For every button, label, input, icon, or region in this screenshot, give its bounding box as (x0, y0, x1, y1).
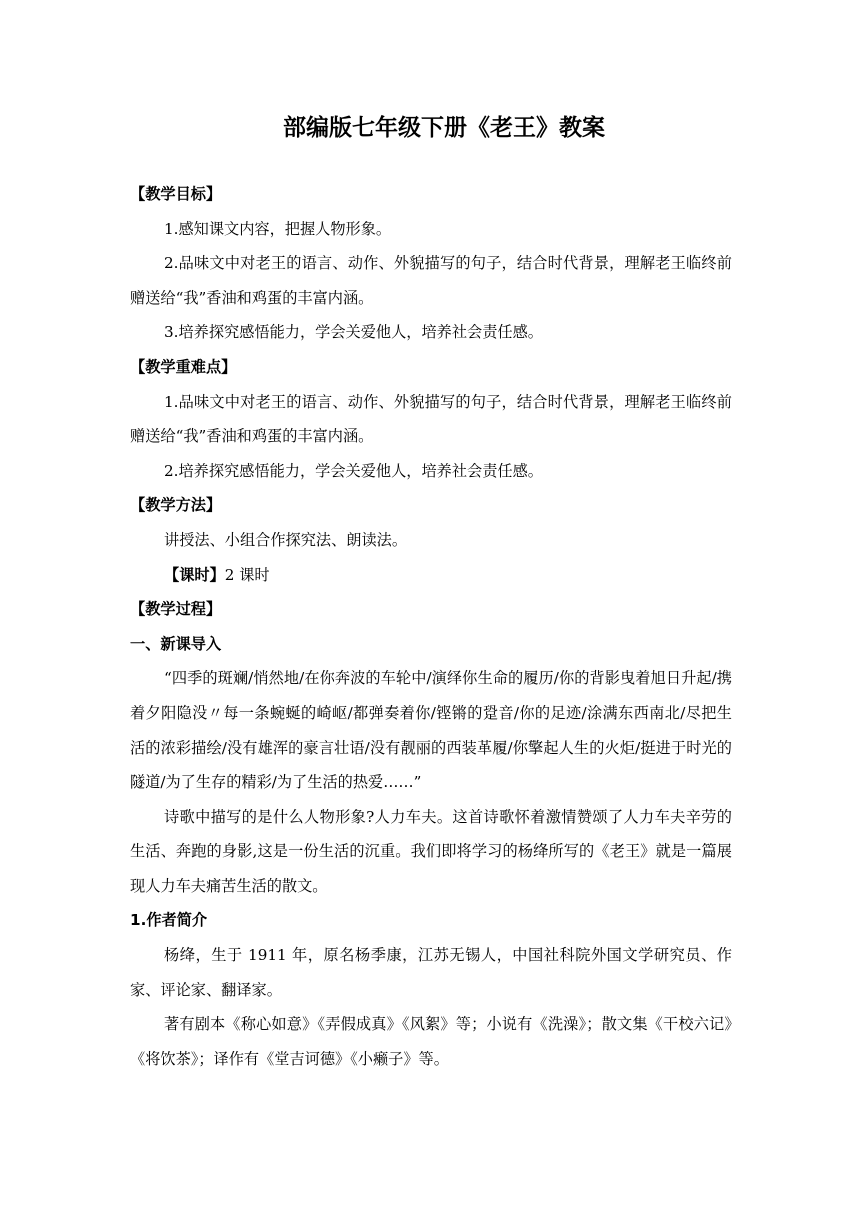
methods-heading: 【教学方法】 (130, 496, 222, 515)
author-heading: 1.作者简介 (130, 911, 208, 930)
keypoint-item: 1.品味文中对老王的语言、动作、外貌描写的句子，结合时代背景，理解老王临终前赠送给“我”香油和鸡蛋的丰富内涵。 (130, 392, 732, 446)
process-heading: 【教学过程】 (130, 600, 222, 619)
section1-heading: 一、新课导入 (130, 634, 222, 653)
methods-text: 讲授法、小组合作探究法、朗读法。 (164, 530, 407, 549)
keypoints-heading: 【教学重难点】 (130, 357, 237, 376)
goals-heading: 【教学目标】 (130, 185, 222, 203)
keypoint-item: 2.培养探究感悟能力，学会关爱他人，培养社会责任感。 (164, 461, 543, 480)
hours-value: 2 课时 (224, 565, 270, 584)
author-bio: 杨绛，生于 1911 年，原名杨季康，江苏无锡人，中国社科院外国文学研究员、作家、评论家、翻译家。 (130, 946, 732, 999)
poem-paragraph: “四季的斑斓/悄然地/在你奔波的车轮中/演绎你生命的履历/你的背影曳着旭日升起/携着夕阳隐没〃每一条蜿蜒的崎岖/都弹奏着你/铿锵的跫音/你的足迹/涂满东西南北/尽把生活的浓彩描绘/没有雄浑的豪言壮语/没有靓丽的西装革履/你擎起人生的火炬/挺进于时光的隧道/为了生存的精彩/为了生活的热爱……” (130, 669, 732, 792)
goal-item: 1.感知课文内容，把握人物形象。 (164, 219, 392, 238)
document-body (130, 177, 732, 1076)
goal-item: 2.品味文中对老王的语言、动作、外貌描写的句子，结合时代背景，理解老王临终前赠送给“我”香油和鸡蛋的丰富内涵。 (130, 254, 732, 307)
goal-item: 3.培养探究感悟能力，学会关爱他人，培养社会责任感。 (164, 323, 543, 342)
intro-paragraph: 诗歌中描写的是什么人物形象?人力车夫。这首诗歌怀着激情赞颂了人力车夫辛劳的生活、奔跑的身影,这是一份生活的沉重。我们即将学习的杨绛所写的《老王》就是一篇展现人力车夫痛苦生活的散文。 (130, 807, 732, 895)
hours-heading: 【课时】 (164, 565, 225, 584)
author-works: 著有剧本《称心如意》《弄假成真》《风絮》等；小说有《洗澡》；散文集《干校六记》《将饮茶》；译作有《堂吉诃德》《小癞子》等。 (130, 1015, 732, 1068)
document-title: 部编版七年级下册《老王》教案 (283, 115, 605, 141)
hours-line (130, 558, 732, 593)
